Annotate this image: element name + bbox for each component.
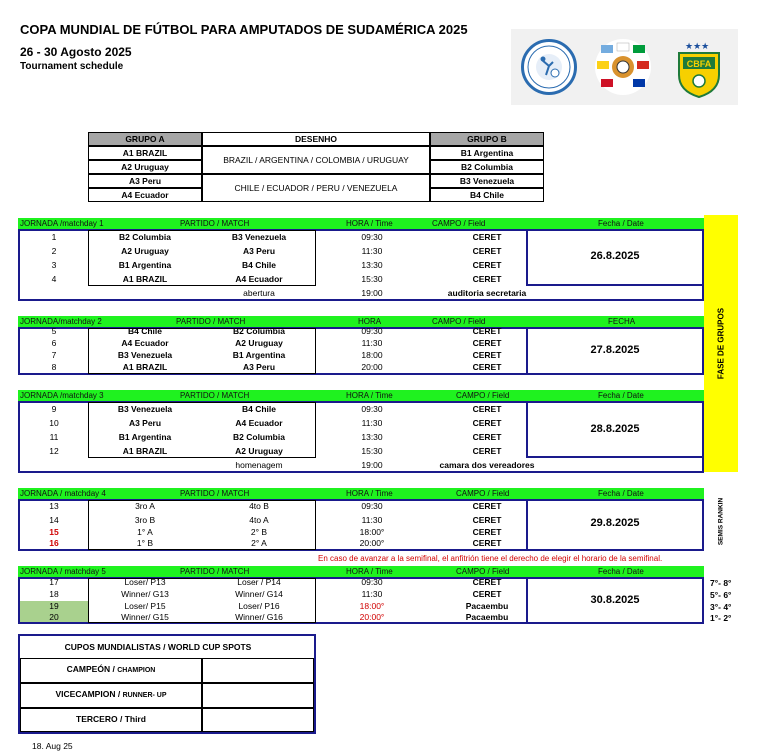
match-number: 4 — [51, 274, 57, 284]
match-row — [18, 444, 704, 458]
svg-text:★★★: ★★★ — [685, 41, 710, 51]
home-team: Winner/ G15 — [121, 612, 169, 622]
match-number: 5 — [51, 326, 57, 336]
home-team: A1 BRAZIL — [122, 446, 168, 456]
match-row — [18, 430, 704, 444]
draw-group-a: BRAZIL / ARGENTINA / COLOMBIA / URUGUAY — [202, 146, 430, 174]
match-field: Pacaembu — [465, 601, 509, 611]
tournament-dates: 26 - 30 Agosto 2025 — [20, 45, 132, 59]
match-field: CERET — [472, 232, 502, 242]
match-number: 1 — [51, 232, 57, 242]
home-team: B3 Venezuela — [117, 350, 173, 360]
header-match: PARTIDO / MATCH — [180, 567, 250, 576]
header-field: CAMPO / Field — [456, 391, 510, 400]
match-time: 15:30 — [361, 446, 383, 456]
away-team: Loser/ P16 — [238, 601, 280, 611]
header-date: Fecha / Date — [598, 489, 644, 498]
match-time: 11:30 — [361, 338, 383, 348]
placement-label: 1°- 2° — [710, 613, 732, 623]
home-team: A3 Peru — [128, 418, 162, 428]
header-jornada: JORNADA /matchday 3 — [20, 391, 104, 400]
third-value-cell — [202, 708, 314, 732]
match-row — [18, 338, 704, 349]
match-time: 18:00° — [359, 527, 385, 537]
header-jornada: JORNADA / matchday 5 — [20, 567, 106, 576]
match-time: 20:00° — [359, 538, 385, 548]
semifinal-note: En caso de avanzar a la semifinal, el anfitrión tiene el derecho de elegir el horario de la semifinal. — [318, 554, 663, 563]
event-venue: camara dos vereadores — [439, 460, 535, 470]
match-field: CERET — [472, 362, 502, 372]
match-row — [18, 589, 704, 600]
match-field: CERET — [472, 246, 502, 256]
away-team: Winner/ G16 — [235, 612, 283, 622]
header-match: PARTIDO / MATCH — [180, 391, 250, 400]
match-number: 3 — [51, 260, 57, 270]
header-field: CAMPO / Field — [456, 567, 510, 576]
group-b-team: B2 Columbia — [430, 160, 544, 174]
match-time: 09:30 — [361, 577, 383, 587]
match-number: 15 — [49, 527, 59, 537]
match-number: 16 — [49, 538, 59, 548]
match-row — [18, 577, 704, 588]
event-row — [18, 286, 704, 300]
match-time: 20:00 — [361, 362, 383, 372]
header-field: CAMPO / Field — [432, 219, 486, 228]
match-time: 11:30 — [361, 246, 383, 256]
match-field: CERET — [472, 432, 502, 442]
match-time: 15:30 — [361, 274, 383, 284]
away-team: B1 Argentina — [232, 350, 286, 360]
match-time: 11:30 — [361, 589, 383, 599]
away-team: 4to B — [249, 501, 269, 511]
match-field: CERET — [472, 404, 502, 414]
home-team: B4 Chile — [127, 326, 162, 336]
home-team: 3ro B — [134, 515, 156, 525]
home-team: Loser/ P13 — [124, 577, 166, 587]
group-a-team: A3 Peru — [88, 174, 202, 188]
placement-label: 7°- 8° — [710, 578, 732, 588]
match-number: 20 — [49, 612, 59, 622]
match-row — [18, 272, 704, 286]
match-number: 14 — [49, 515, 59, 525]
match-row — [18, 612, 704, 623]
away-team: A4 Ecuador — [235, 274, 283, 284]
header-time: HORA — [358, 317, 382, 326]
group-b-header: GRUPO B — [430, 132, 544, 146]
match-number: 2 — [51, 246, 57, 256]
header-match: PARTIDO / MATCH — [176, 317, 246, 326]
match-row — [18, 326, 704, 337]
match-time: 11:30 — [361, 418, 383, 428]
champion-value-cell — [202, 658, 314, 683]
header-time: HORA / Time — [346, 489, 393, 498]
group-a-team: A4 Ecuador — [88, 188, 202, 202]
placement-label: 5°- 6° — [710, 590, 732, 600]
match-time: 09:30 — [361, 326, 383, 336]
away-team: A3 Peru — [242, 362, 276, 372]
match-row — [18, 362, 704, 373]
home-team: Winner/ G13 — [121, 589, 169, 599]
semis-side-label — [704, 498, 738, 549]
header-time: HORA / Time — [346, 567, 393, 576]
match-row — [18, 538, 704, 549]
match-time: 18:00° — [359, 601, 385, 611]
match-field: CERET — [472, 338, 502, 348]
home-team: A4 Ecuador — [121, 338, 169, 348]
matchday-header — [18, 566, 704, 577]
draw-header: DESENHO — [202, 132, 430, 146]
away-team: B4 Chile — [241, 404, 276, 414]
matchday-date: 26.8.2025 — [590, 250, 640, 262]
matchday-header — [18, 488, 704, 499]
match-row — [18, 230, 704, 244]
match-field: CERET — [472, 326, 502, 336]
match-number: 13 — [49, 501, 59, 511]
group-b-team: B1 Argentina — [430, 146, 544, 160]
match-number: 17 — [49, 577, 59, 587]
home-team: B3 Venezuela — [117, 404, 173, 414]
away-team: B2 Columbia — [233, 432, 285, 442]
match-time: 11:30 — [361, 515, 383, 525]
event-name: homenagem — [235, 460, 283, 470]
world-cup-spots-title: CUPOS MUNDIALISTAS / WORLD CUP SPOTS — [64, 642, 252, 652]
matchday-date: 30.8.2025 — [590, 594, 640, 606]
match-row — [18, 601, 704, 612]
header-match: PARTIDO / MATCH — [180, 219, 250, 228]
footer-date: 18. Aug 25 — [32, 741, 73, 751]
champion-label — [20, 664, 202, 674]
event-venue: auditoria secretaria — [447, 288, 527, 298]
cbfa-logo — [671, 39, 727, 95]
match-row — [18, 500, 704, 512]
header-jornada: JORNADA /matchday 1 — [20, 219, 104, 228]
match-number: 9 — [51, 404, 57, 414]
event-name: abertura — [243, 288, 275, 298]
event-time: 19:00 — [361, 288, 383, 298]
header-date: Fecha / Date — [598, 567, 644, 576]
page-title: COPA MUNDIAL DE FÚTBOL PARA AMPUTADOS DE SUDAMÉRICA 2025 — [20, 22, 468, 37]
match-field: CERET — [472, 260, 502, 270]
match-field: CERET — [472, 515, 502, 525]
semis-label: SEMIS RANKIN — [717, 497, 725, 546]
header-match: PARTIDO / MATCH — [180, 489, 250, 498]
away-team: A2 Uruguay — [235, 338, 283, 348]
champion-label-es: CAMPEÓN / — [66, 664, 115, 674]
logos-panel — [511, 29, 738, 105]
group-stage-side-label — [704, 215, 738, 472]
away-team: B2 Columbia — [233, 326, 285, 336]
match-time: 13:30 — [361, 260, 383, 270]
group-a-header: GRUPO A — [88, 132, 202, 146]
away-team: A4 Ecuador — [235, 418, 283, 428]
matchday-header — [18, 218, 704, 229]
away-team: Winner/ G14 — [235, 589, 283, 599]
match-field: CERET — [472, 527, 502, 537]
away-team: 2° A — [251, 538, 267, 548]
matchday-header — [18, 390, 704, 401]
match-number: 6 — [51, 338, 57, 348]
header-date: Fecha / Date — [598, 391, 644, 400]
match-number: 19 — [49, 601, 59, 611]
home-team: A2 Uruguay — [121, 246, 169, 256]
match-row — [18, 258, 704, 272]
match-row — [18, 244, 704, 258]
match-time: 09:30 — [361, 232, 383, 242]
match-number: 7 — [51, 350, 57, 360]
match-number: 11 — [49, 432, 59, 442]
header-date: Fecha / Date — [598, 219, 644, 228]
home-team: A1 BRAZIL — [122, 362, 168, 372]
champion-label-en: CHAMPION — [117, 667, 156, 674]
match-row — [18, 350, 704, 361]
away-team: A3 Peru — [242, 246, 276, 256]
matchday-date: 28.8.2025 — [590, 423, 640, 435]
away-team: 4to A — [249, 515, 269, 525]
match-time: 09:30 — [361, 501, 383, 511]
match-number: 12 — [49, 446, 59, 456]
match-field: CERET — [472, 577, 502, 587]
runner-up-value-cell — [202, 683, 314, 708]
match-time: 18:00 — [361, 350, 383, 360]
matchday-date: 29.8.2025 — [590, 517, 640, 529]
match-row — [18, 514, 704, 526]
header-date: FECHA — [608, 317, 636, 326]
match-time: 20:00° — [359, 612, 385, 622]
home-team: 3ro A — [135, 501, 155, 511]
draw-group-b: CHILE / ECUADOR / PERU / VENEZUELA — [202, 174, 430, 202]
event-row — [18, 458, 704, 472]
match-field: CERET — [472, 418, 502, 428]
header-field: CAMPO / Field — [432, 317, 486, 326]
away-team: B4 Chile — [241, 260, 276, 270]
match-number: 8 — [51, 362, 57, 372]
match-field: CERET — [472, 274, 502, 284]
match-row — [18, 402, 704, 416]
match-number: 18 — [49, 589, 59, 599]
match-field: CERET — [472, 501, 502, 511]
page-subtitle: Tournament schedule — [20, 61, 124, 72]
home-team: B1 Argentina — [118, 432, 172, 442]
third-label: TERCERO / Third — [76, 714, 146, 724]
home-team: 1° A — [137, 527, 153, 537]
world-amputee-football-federation-logo — [521, 39, 577, 95]
header-time: HORA / Time — [346, 219, 393, 228]
runner-up-label — [20, 689, 202, 699]
home-team: Loser/ P15 — [124, 601, 166, 611]
header-field: CAMPO / Field — [456, 489, 510, 498]
home-team: A1 BRAZIL — [122, 274, 168, 284]
match-time: 13:30 — [361, 432, 383, 442]
cbfa-logo-text: CBFA — [686, 59, 712, 69]
home-team: B1 Argentina — [118, 260, 172, 270]
header-jornada: JORNADA/matchday 2 — [20, 317, 102, 326]
matchday-date: 27.8.2025 — [590, 344, 640, 356]
header-jornada: JORNADA / matchday 4 — [20, 489, 106, 498]
group-a-team: A1 BRAZIL — [88, 146, 202, 160]
runner-up-label-es: VICECAMPION / — [55, 689, 121, 699]
placement-label: 3°- 4° — [710, 602, 732, 612]
south-america-flags-logo — [595, 39, 651, 95]
match-row — [18, 527, 704, 538]
home-team: B2 Columbia — [119, 232, 171, 242]
match-field: CERET — [472, 538, 502, 548]
match-field: CERET — [472, 350, 502, 360]
match-row — [18, 416, 704, 430]
group-stage-label: FASE DE GRUPOS — [716, 307, 726, 380]
event-time: 19:00 — [361, 460, 383, 470]
group-a-team: A2 Uruguay — [88, 160, 202, 174]
match-field: CERET — [472, 446, 502, 456]
match-field: Pacaembu — [465, 612, 509, 622]
away-team: B3 Venezuela — [231, 232, 287, 242]
away-team: 2° B — [250, 527, 268, 537]
match-field: CERET — [472, 589, 502, 599]
group-b-team: B3 Venezuela — [430, 174, 544, 188]
away-team: Loser / P14 — [237, 577, 281, 587]
home-team: 1° B — [136, 538, 154, 548]
match-time: 09:30 — [361, 404, 383, 414]
runner-up-label-en: RUNNER- UP — [122, 692, 167, 699]
away-team: A2 Uruguay — [235, 446, 283, 456]
header-time: HORA / Time — [346, 391, 393, 400]
group-b-team: B4 Chile — [430, 188, 544, 202]
match-number: 10 — [49, 418, 59, 428]
